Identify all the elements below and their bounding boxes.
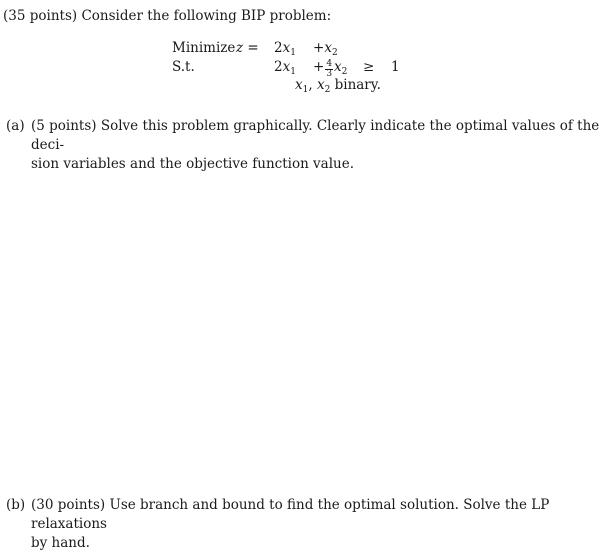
constraint-rhs: 1 xyxy=(391,59,400,75)
part-b-line-2: by hand. xyxy=(31,535,90,551)
part-a-line-2: sion variables and the objective function value. xyxy=(31,156,355,172)
part-a-line-1: (5 points) Solve this problem graphically. Clearly indicate the optimal values of the deci- xyxy=(31,118,600,153)
part-b-label: (b) xyxy=(6,497,26,513)
question-points: (35 points) xyxy=(3,8,78,24)
part-a-text xyxy=(31,117,606,174)
part-b-text xyxy=(31,496,606,553)
part-b-line-1: (30 points) Use branch and bound to find the optimal solution. Solve the LP relaxations xyxy=(31,497,550,532)
objective-variable: z = xyxy=(236,40,259,56)
constraint-label: S.t. xyxy=(172,59,195,75)
question-header xyxy=(3,7,331,25)
question-intro: Consider the following BIP problem: xyxy=(81,8,332,24)
constraint-term-2: + $\frac{4}{3}$ $x_2$ xyxy=(313,59,348,79)
objective-term-1: $2x_1$ xyxy=(274,40,296,58)
constraint-geq: ≥ xyxy=(363,59,375,75)
objective-label: Minimize xyxy=(172,40,236,56)
part-a-label: (a) xyxy=(6,118,25,134)
objective-term-2: $+x_2$ xyxy=(313,40,338,58)
constraint-term-1: $2x_1$ xyxy=(274,59,296,77)
fraction-four-thirds: $\frac{4}{3}$ xyxy=(326,59,333,79)
binary-restriction: $x_1$, $x_2$ binary. xyxy=(295,77,381,95)
